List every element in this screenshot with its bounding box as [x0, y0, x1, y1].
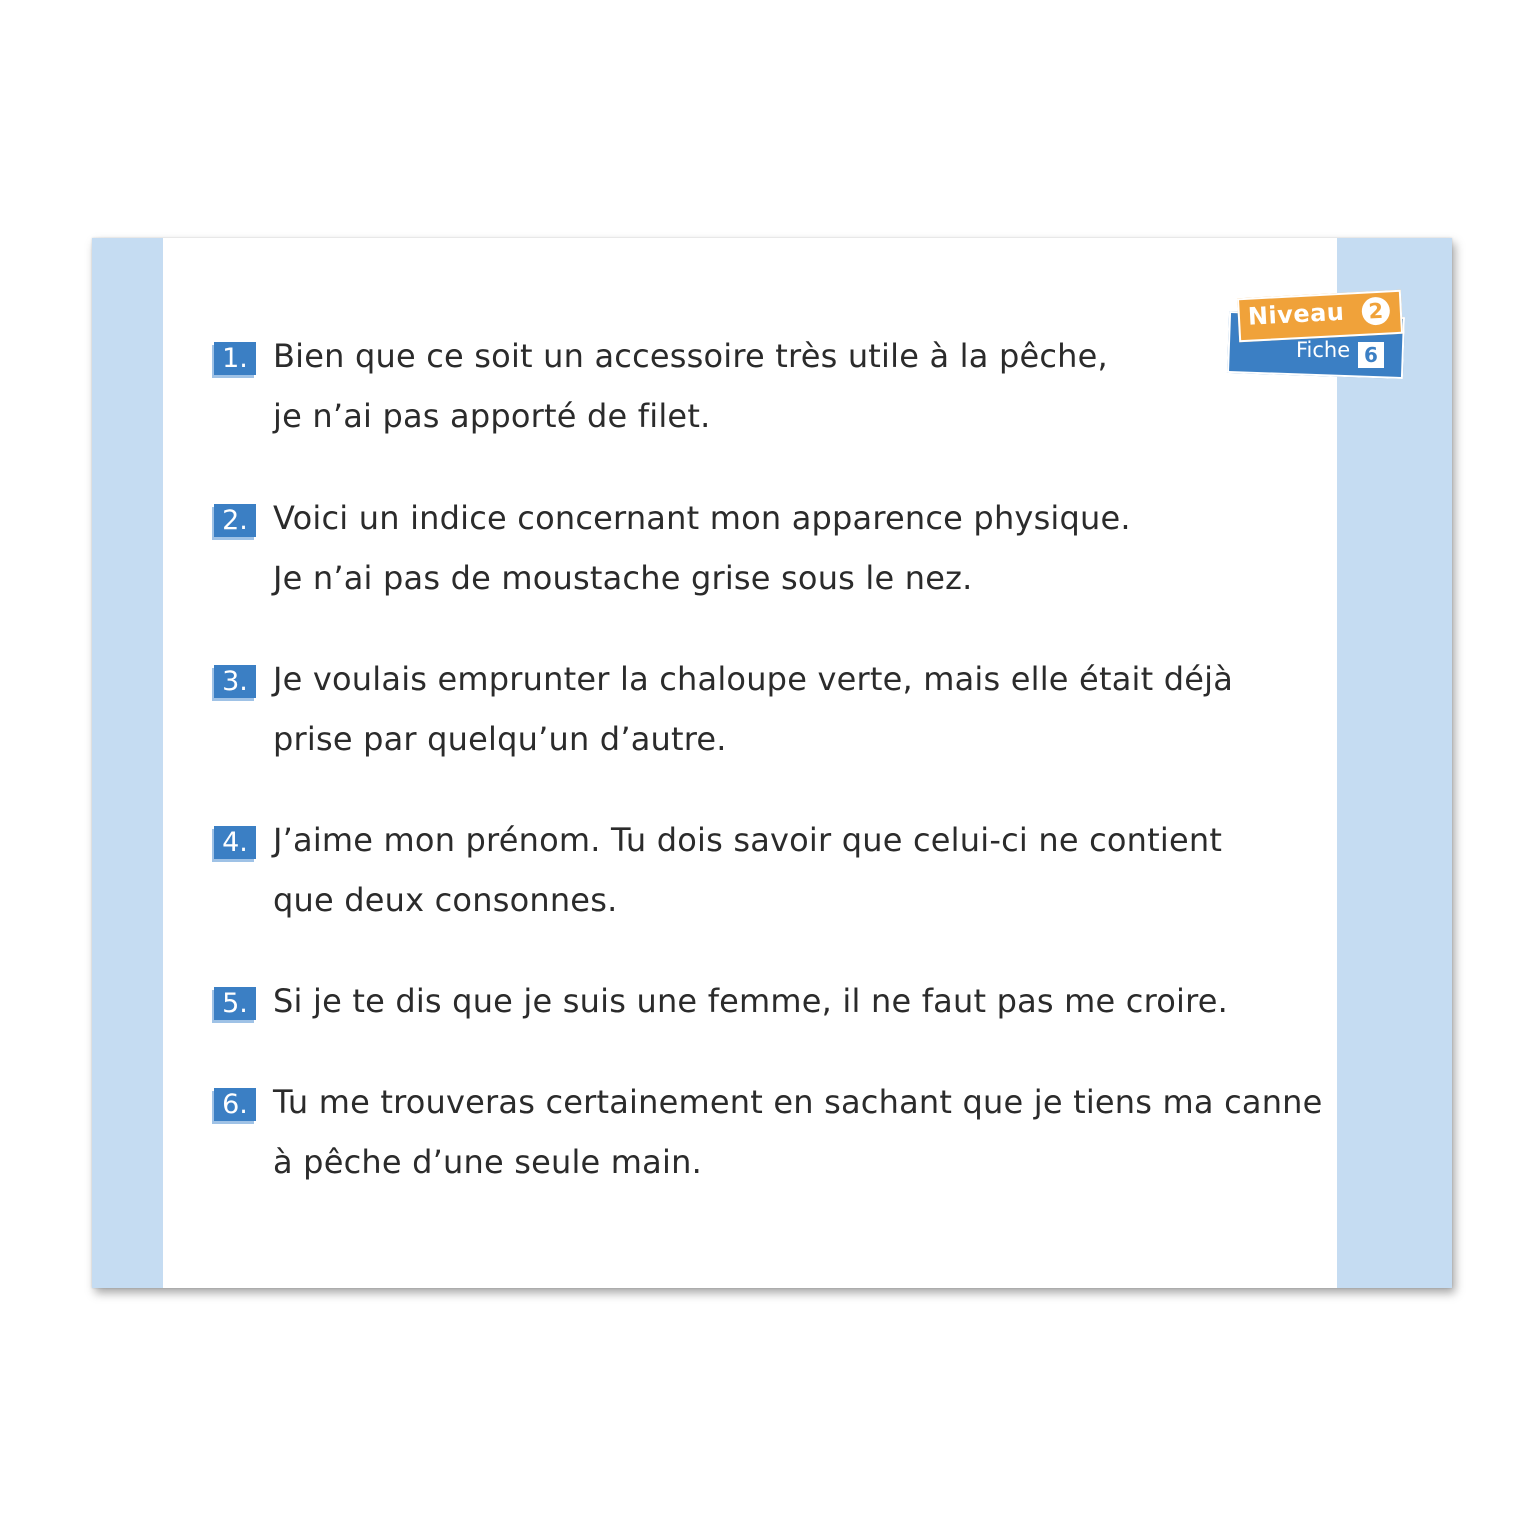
clue-number: 3. [214, 665, 256, 698]
card-content [163, 238, 1337, 1288]
clue-text-line: Si je te dis que je suis une femme, il ne faut pas me croire. [273, 982, 1229, 1020]
clue-text-line: Je voulais emprunter la chaloupe verte, mais elle était déjà [273, 660, 1234, 698]
fiche-number: 6 [1358, 342, 1384, 368]
clue-text-line: Je n’ai pas de moustache grise sous le nez. [273, 559, 973, 597]
clue-number: 4. [214, 826, 256, 859]
clue-card [92, 238, 1452, 1288]
clue-text-line: Voici un indice concernant mon apparence physique. [273, 499, 1131, 537]
clue-text-line: prise par quelqu’un d’autre. [273, 720, 727, 758]
niveau-number: 2 [1361, 296, 1390, 325]
niveau-label: Niveau [1247, 297, 1346, 331]
clue-number: 5. [214, 987, 256, 1020]
clue-text-line: Bien que ce soit un accessoire très utile à la pêche, [273, 337, 1108, 375]
fiche-label: Fiche [1296, 338, 1351, 362]
clue-text-line: je n’ai pas apporté de filet. [273, 397, 711, 435]
level-badge [1226, 294, 1406, 384]
clue-number: 2. [214, 504, 256, 537]
clue-text-line: que deux consonnes. [273, 881, 618, 919]
niveau-tab [1237, 290, 1403, 343]
clue-number: 1. [214, 342, 256, 375]
clue-text-line: à pêche d’une seule main. [273, 1143, 702, 1181]
clue-text-line: Tu me trouveras certainement en sachant que je tiens ma canne [273, 1083, 1323, 1121]
clue-number: 6. [214, 1088, 256, 1121]
clue-text-line: J’aime mon prénom. Tu dois savoir que celui-ci ne contient [273, 821, 1223, 859]
